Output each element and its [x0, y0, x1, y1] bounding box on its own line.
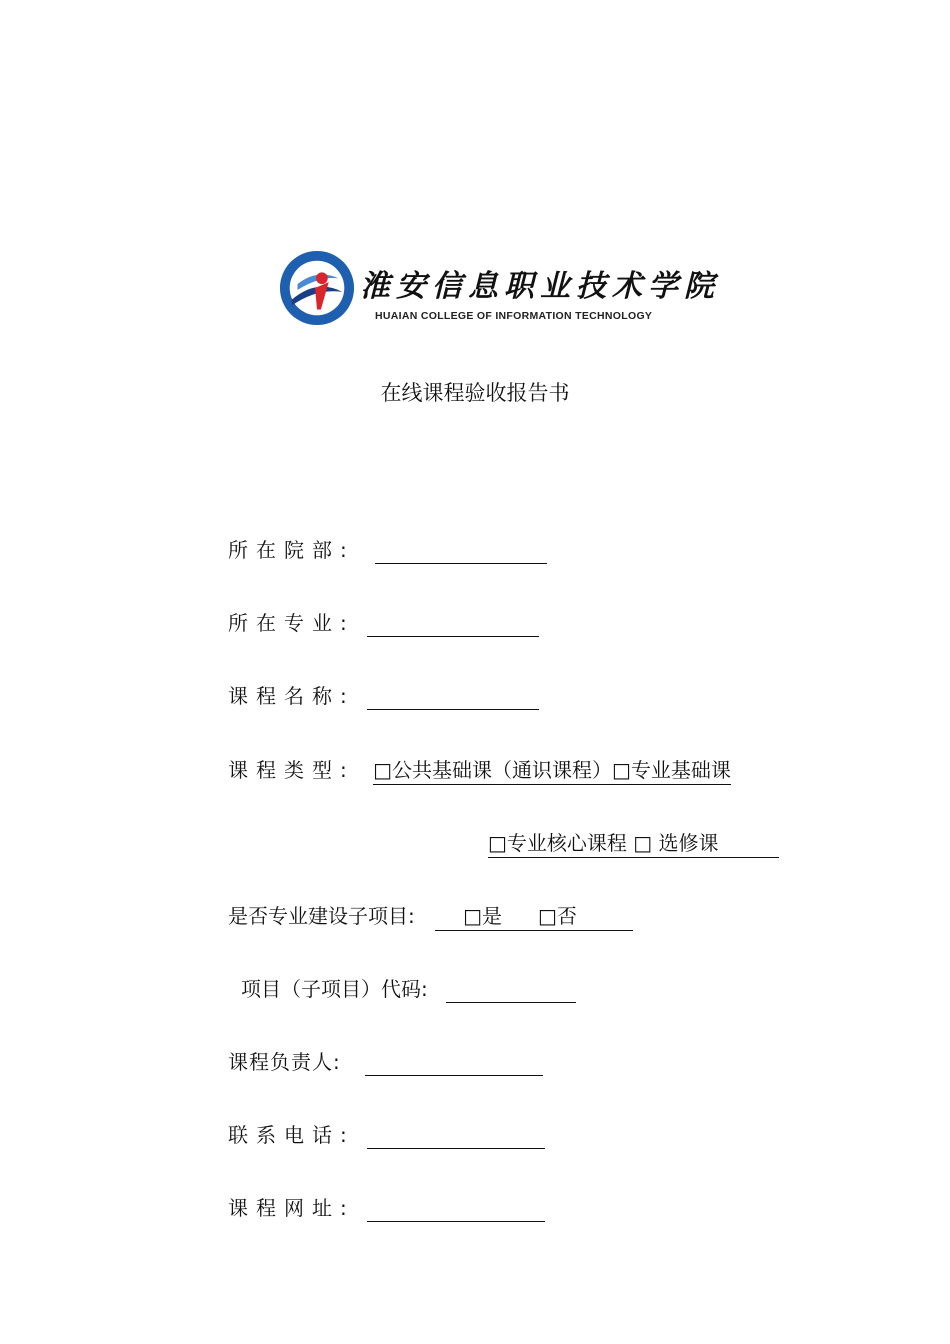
college-name-english: HUAIAN COLLEGE OF INFORMATION TECHNOLOGY	[375, 310, 653, 322]
field-url	[228, 1193, 545, 1223]
sub-project-label: 是否专业建设子项目:	[228, 904, 415, 928]
sub-project-yes-option[interactable]: □是	[463, 904, 503, 928]
field-major	[228, 608, 539, 638]
college-logo	[278, 249, 720, 329]
sub-project-no-option[interactable]: □否	[538, 904, 577, 928]
course-type-options-line1[interactable]: □公共基础课（通识课程）□专业基础课	[373, 756, 731, 785]
college-emblem-icon	[278, 249, 356, 327]
leader-input-line[interactable]	[365, 1047, 543, 1076]
course-type-options-line2[interactable]: □专业核心课程 □ 选修课	[488, 829, 779, 858]
field-department	[228, 535, 547, 565]
phone-input-line[interactable]	[367, 1120, 545, 1149]
leader-label: 课程负责人:	[228, 1050, 341, 1074]
field-phone	[228, 1120, 545, 1150]
course-type-label: 课程类型:	[228, 758, 355, 782]
field-course-name	[228, 681, 539, 711]
document-title: 在线课程验收报告书	[380, 381, 570, 405]
field-sub-project	[228, 901, 633, 931]
field-course-type	[228, 755, 731, 785]
field-course-type-line2	[488, 828, 779, 858]
college-name-chinese: 淮安信息职业技术学院	[360, 269, 720, 304]
major-label: 所在专业:	[228, 611, 355, 635]
project-code-label: 项目（子项目）代码:	[241, 977, 428, 1001]
field-leader	[228, 1047, 543, 1077]
url-input-line[interactable]	[367, 1193, 545, 1222]
course-name-label: 课程名称:	[228, 684, 355, 708]
department-label: 所在院部:	[228, 538, 355, 562]
sub-project-options	[435, 902, 633, 931]
project-code-input-line[interactable]	[446, 974, 576, 1003]
phone-label: 联系电话:	[228, 1123, 355, 1147]
url-label: 课程网址:	[228, 1196, 355, 1220]
major-input-line[interactable]	[367, 608, 539, 637]
course-name-input-line[interactable]	[367, 681, 539, 710]
department-input-line[interactable]	[375, 535, 547, 564]
field-project-code	[241, 974, 576, 1004]
